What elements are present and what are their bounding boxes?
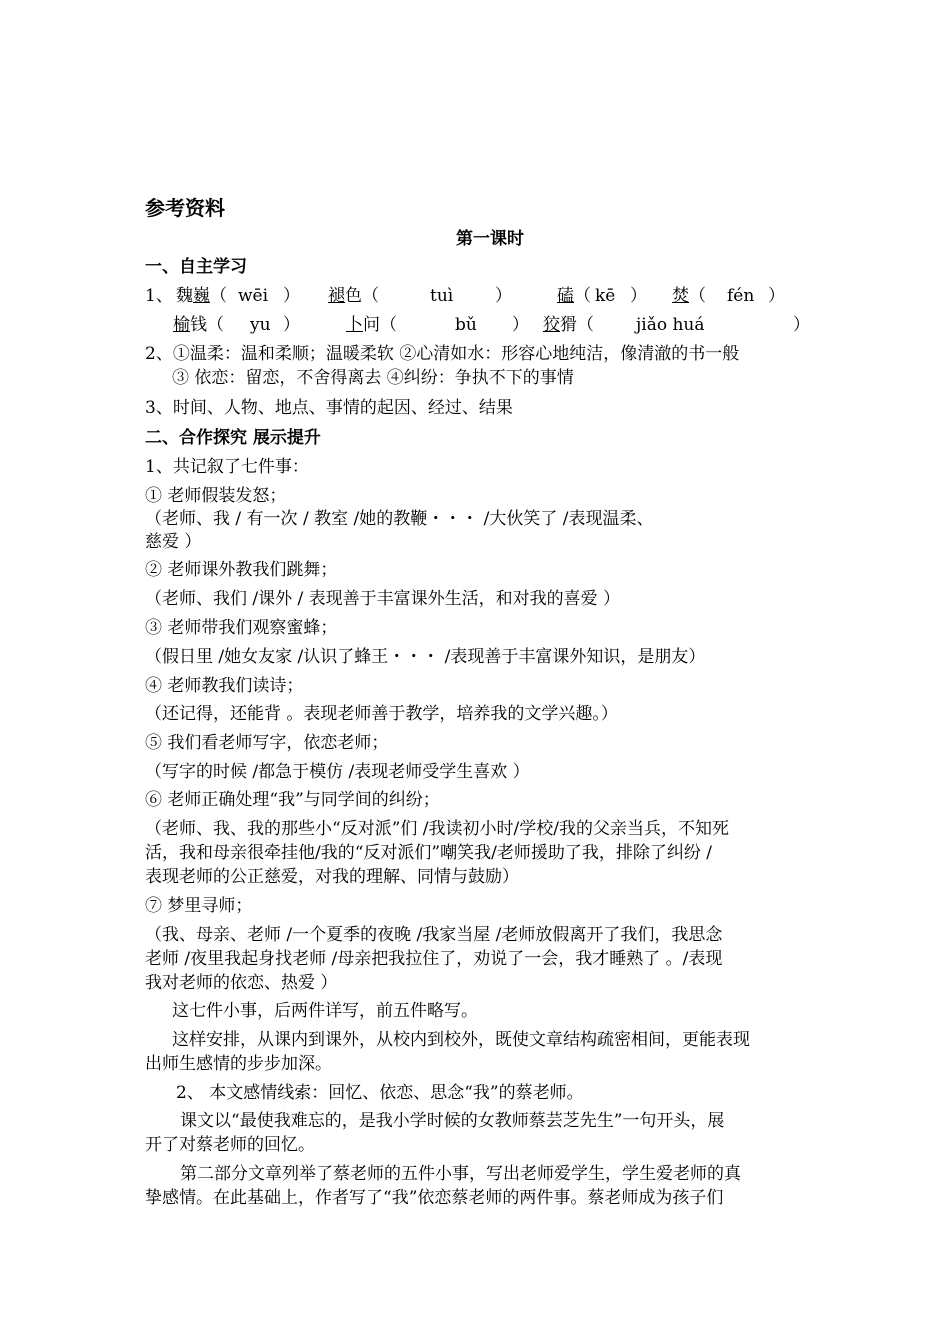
doc-title: 参考资料 [145, 196, 225, 220]
event-detail: （假日里 /她女友家 /认识了蜂王・・・ /表现善于丰富课外知识，是朋友） [145, 647, 706, 667]
section2-heading: 二、合作探究 展示提升 [145, 428, 321, 448]
q3-line: 3、时间、人物、地点、事情的起因、经过、结果 [145, 398, 513, 418]
pinyin-value: kē [595, 286, 616, 306]
event-detail: （老师、我、我的那些小“反对派”们 /我读初小时/学校/我的父亲当兵，不知死 [145, 819, 729, 839]
pinyin-item: 褪色（ [328, 286, 379, 306]
event-detail: 慈爱 ） [145, 532, 202, 552]
pinyin-value: yu [250, 315, 271, 335]
paragraph: 课文以“最使我难忘的，是我小学时候的女教师蔡芸芝先生”一句开头，展 [180, 1111, 725, 1131]
pinyin-item: 榆钱（ [173, 315, 224, 335]
pinyin-close: ） [512, 315, 529, 335]
event-title: ③ 老师带我们观察蜜蜂； [145, 618, 338, 638]
pinyin-close: ） [793, 315, 810, 335]
pinyin-item: 卜问（ [346, 315, 397, 335]
q2-line: ③ 依恋：留恋，不舍得离去 ④纠纷：争执不下的事情 [172, 368, 574, 388]
event-detail: （老师、我们 /课外 / 表现善于丰富课外生活，和对我的喜爱 ） [145, 589, 621, 609]
pinyin-value: wēi [238, 286, 269, 306]
pinyin-close: ） [768, 286, 785, 306]
lesson-title: 第一课时 [456, 229, 524, 249]
event-intro: 1、共记叙了七件事： [145, 457, 309, 477]
event-title: ⑤ 我们看老师写字，依恋老师； [145, 733, 389, 753]
q2-line: 2、①温柔：温和柔顺；温暖柔软 ②心清如水：形容心地纯洁，像清澈的书一般 [145, 344, 740, 364]
section1-heading: 一、自主学习 [145, 257, 247, 277]
pinyin-value: fén [727, 286, 755, 306]
event-title: ⑦ 梦里寻师； [145, 896, 253, 916]
pinyin-value: bǔ [455, 315, 477, 335]
event-title: ② 老师课外教我们跳舞； [145, 560, 338, 580]
event-title: ⑥ 老师正确处理“我”与同学间的纠纷； [145, 790, 440, 810]
paragraph: 这七件小事，后两件详写，前五件略写。 [172, 1001, 478, 1021]
paragraph: 挚感情。在此基础上，作者写了“我”依恋蔡老师的两件事。蔡老师成为孩子们 [145, 1188, 724, 1208]
event-detail: 表现老师的公正慈爱，对我的理解、同情与鼓励） [145, 867, 519, 887]
paragraph: 出师生感情的步步加深。 [145, 1054, 332, 1074]
event-detail: （我、母亲、老师 /一个夏季的夜晚 /我家当屋 /老师放假离开了我们，我思念 [145, 925, 723, 945]
pinyin-close: ） [283, 315, 300, 335]
pinyin-item: 魏巍（ [176, 286, 227, 306]
pinyin-close: ） [630, 286, 647, 306]
pinyin-item: 焚（ [672, 286, 706, 306]
paragraph: 2、 本文感情线索：回忆、依恋、思念“我”的蔡老师。 [176, 1083, 584, 1103]
event-detail: （写字的时候 /都急于模仿 /表现老师受学生喜欢 ） [145, 762, 530, 782]
event-detail: （还记得，还能背 。表现老师善于教学，培养我的文学兴趣。） [145, 704, 618, 724]
pinyin-close: ） [495, 286, 512, 306]
event-detail: 我对老师的依恋、热爱 ） [145, 973, 338, 993]
pinyin-close: ） [283, 286, 300, 306]
q1-label: 1、 [145, 286, 173, 306]
pinyin-value: tuì [430, 286, 454, 306]
event-title: ① 老师假装发怒； [145, 486, 287, 506]
event-detail: 老师 /夜里我起身找老师 /母亲把我拉住了，劝说了一会，我才睡熟了 。/表现 [145, 949, 723, 969]
paragraph: 这样安排，从课内到课外，从校内到校外，既使文章结构疏密相间，更能表现 [172, 1030, 750, 1050]
pinyin-item: 磕（ [557, 286, 591, 306]
pinyin-item: 狡猾（ [543, 315, 594, 335]
paragraph: 第二部分文章列举了蔡老师的五件小事，写出老师爱学生，学生爱老师的真 [180, 1164, 741, 1184]
paragraph: 开了对蔡老师的回忆。 [145, 1135, 315, 1155]
pinyin-value: jiǎo huá [636, 315, 705, 335]
event-detail: 活，我和母亲很牵挂他/我的“反对派们”嘲笑我/老师援助了我，排除了纠纷 / [145, 843, 712, 863]
event-title: ④ 老师教我们读诗； [145, 676, 304, 696]
event-detail: （老师、我 / 有一次 / 教室 /她的教鞭・・・ /大伙笑了 /表现温柔、 [145, 509, 654, 529]
